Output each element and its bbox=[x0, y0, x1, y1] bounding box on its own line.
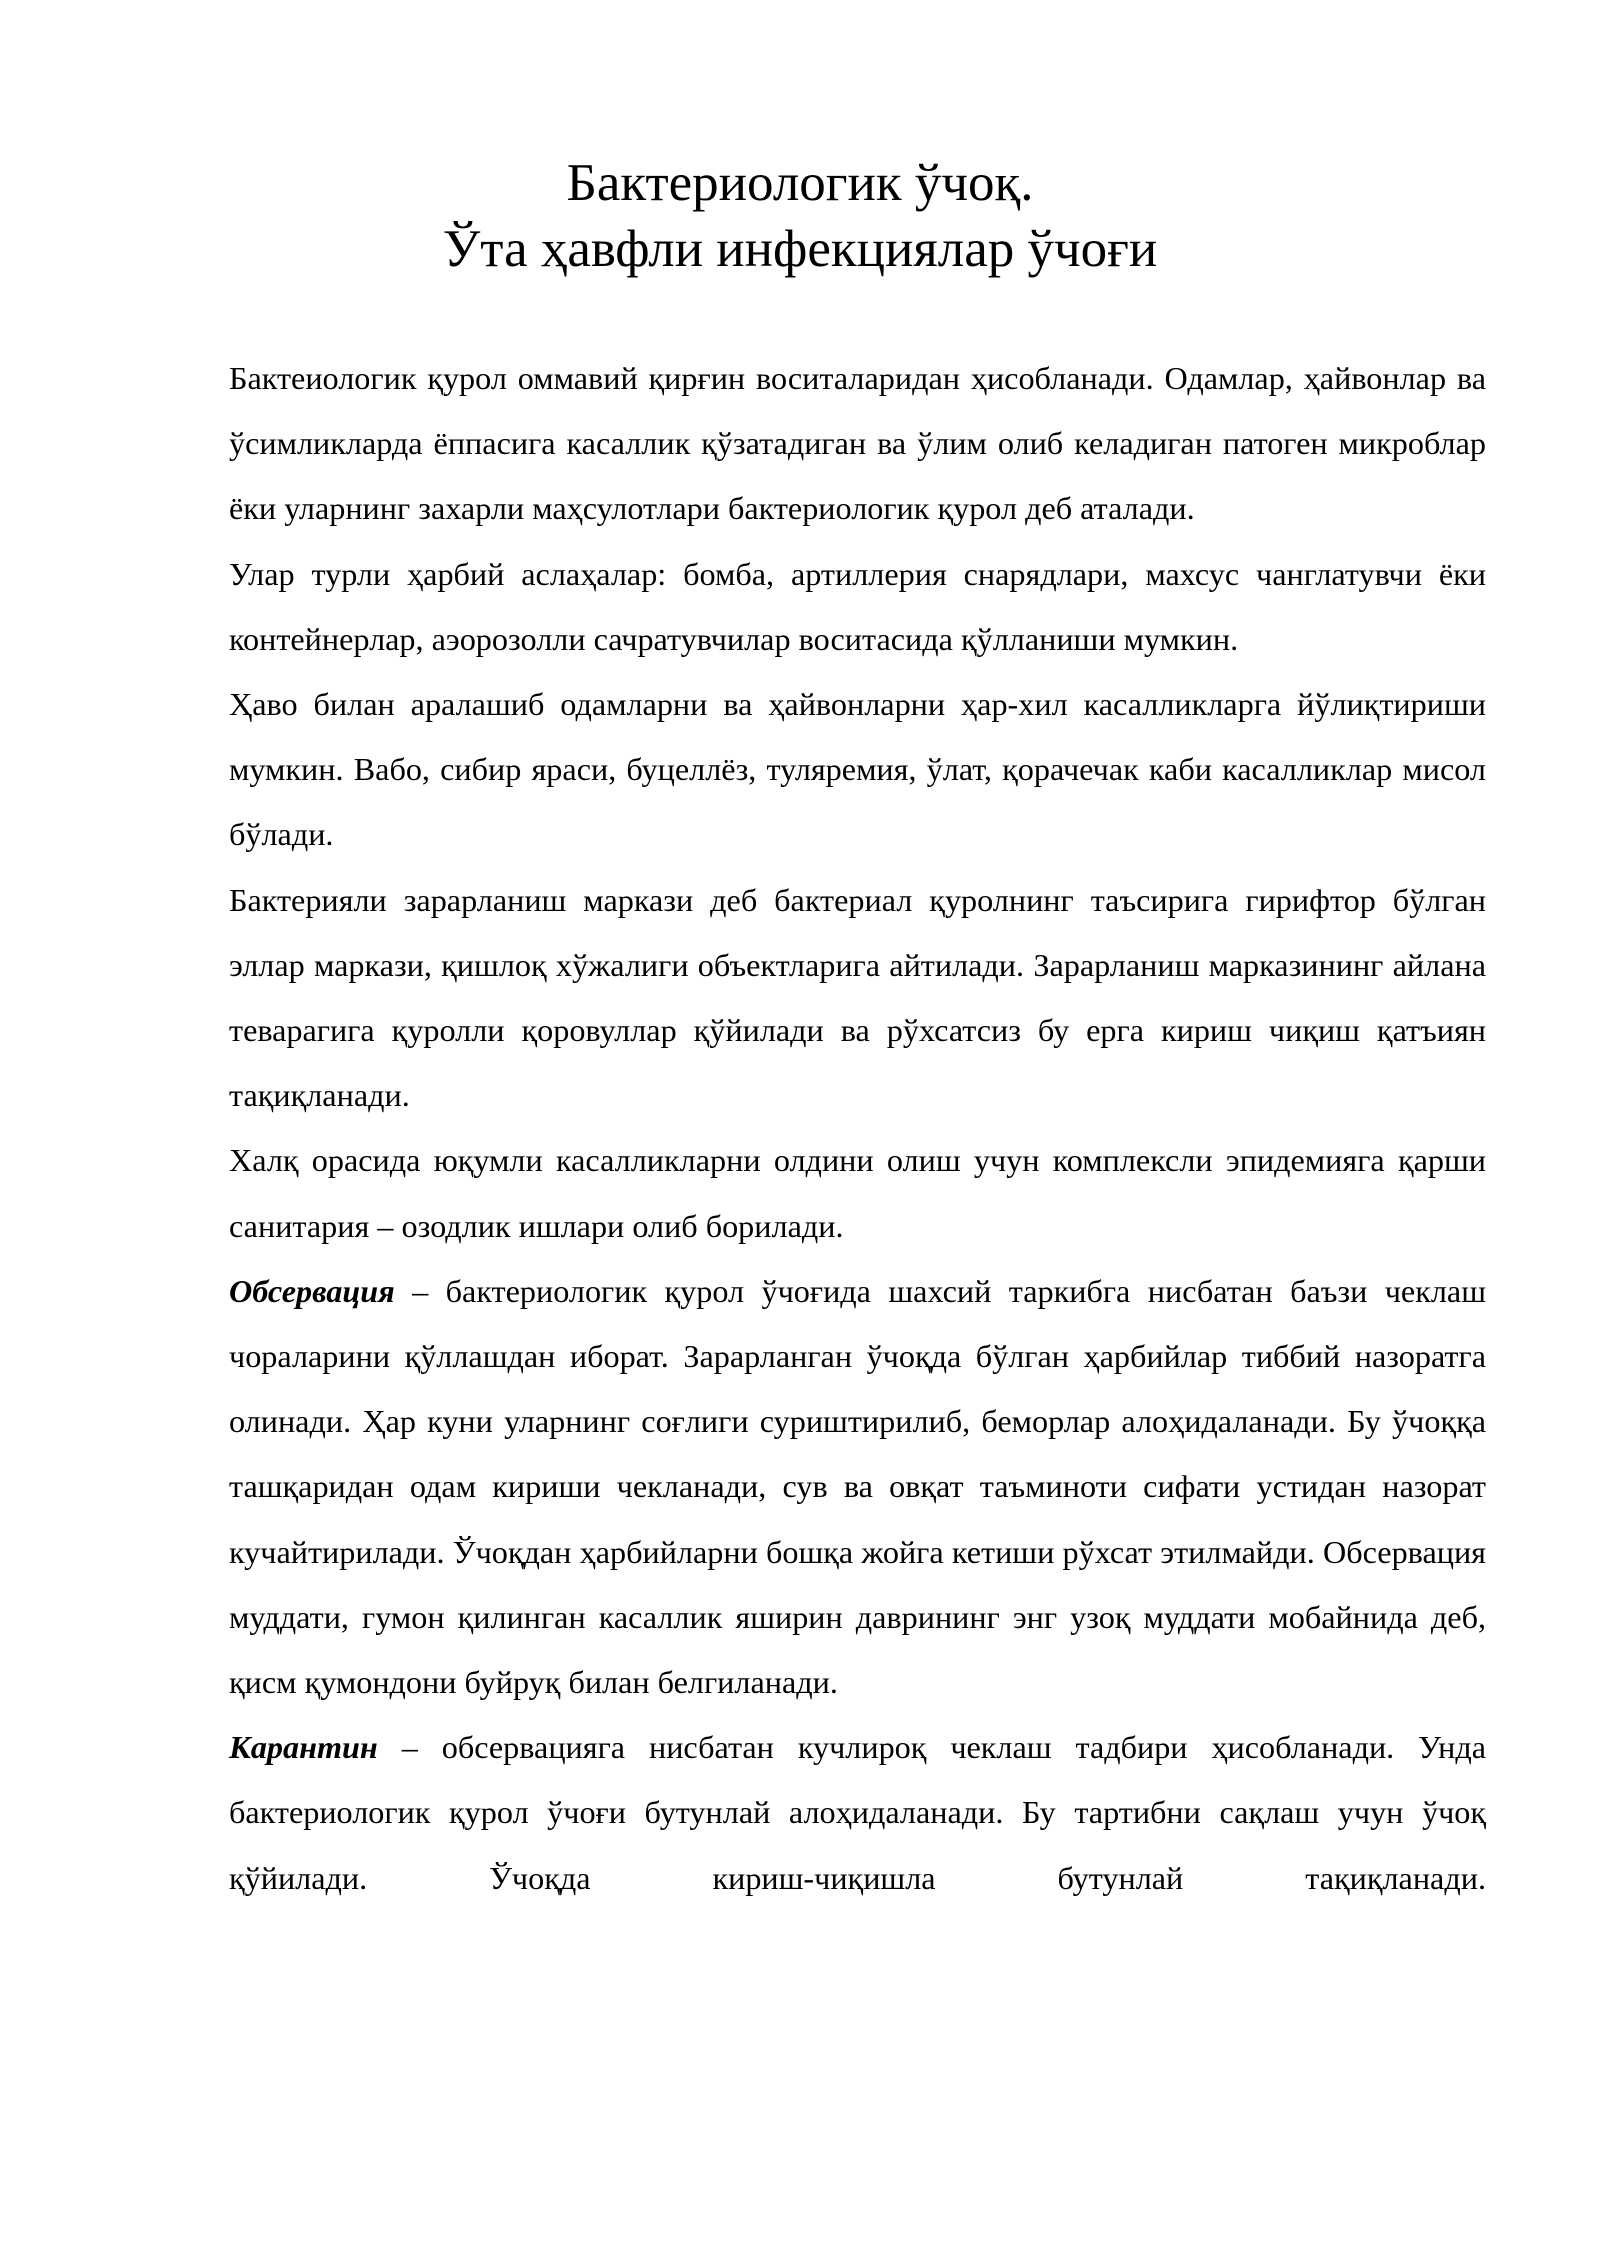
paragraph-bacteriological-weapon: Бактеиологик қурол оммавий қирғин воситаларидан ҳисобланади. Одамлар, ҳайвонлар ва ўсимликларда ёппасига касаллик қўзатадиган ва ўлим олиб келадиган патоген микроблар ёки уларнинг захарли маҳсулотлари бактериологик қурол деб аталади. bbox=[229, 360, 1486, 527]
term-observation: Обсервация bbox=[229, 1272, 395, 1309]
title-line-2: Ўта ҳавфли инфекциялар ўчоғи bbox=[442, 220, 1158, 278]
term-quarantine: Карантин bbox=[229, 1729, 378, 1766]
paragraph-diseases: Ҳаво билан аралашиб одамларни ва ҳайвонларни ҳар-хил касалликларга йўлиқтириши мумкин. Вабо, сибир яраси, буцеллёз, туляремия, ўлат, қорачечак каби касалликлар мисол бўлади. bbox=[229, 686, 1486, 853]
quarantine-text: – обсервацияга нисбатан кучлироқ чеклаш тадбири ҳисобланади. Унда бактериологик қурол ўчоғи бутунлай алоҳидаланади. Бу тартибни сақлаш учун ўчоқ қўйилади. Ўчоқда кириш-чиқишла бутунлай тақиқланади. bbox=[229, 1729, 1486, 1896]
paragraph-observation bbox=[229, 1259, 1486, 1715]
page-title bbox=[0, 150, 1600, 282]
paragraph-quarantine bbox=[229, 1715, 1486, 1911]
paragraph-contamination-center: Бактерияли зарарланиш маркази деб бактериал қуролнинг таъсирига гирифтор бўлган эллар маркази, қишлоқ хўжалиги объектларига айтилади. Зарарланиш марказининг айлана теварагига қуролли қоровуллар қўйилади ва рўхсатсиз бу ерга кириш чиқиш қатъиян тақиқланади. bbox=[229, 881, 1486, 1114]
document-body bbox=[229, 346, 1486, 1911]
observation-text: – бактериологик қурол ўчоғида шахсий таркибга нисбатан баъзи чеклаш чораларини қўллашдан иборат. Зарарланган ўчоқда бўлган ҳарбийлар тиббий назоратга олинади. Ҳар куни уларнинг соғлиги суриштирилиб, беморлар алоҳидаланади. Бу ўчоққа ташқаридан одам кириши чекланади, сув ва овқат таъминоти сифати устидан назорат кучайтирилади. Ўчоқдан ҳарбийларни бошқа жойга кетиши рўхсат этилмайди. Обсервация муддати, гумон қилинган касаллик яширин даврининг энг узоқ муддати мобайнида деб, қисм қумондони буйруқ билан белгиланади. bbox=[229, 1272, 1486, 1701]
paragraph-sanitary-measures: Халқ орасида юқумли касалликларни олдини олиш учун комплексли эпидемияга қарши санитария – озодлик ишлари олиб борилади. bbox=[229, 1142, 1486, 1244]
title-line-1: Бактериологик ўчоқ. bbox=[566, 154, 1034, 212]
paragraph-delivery-means: Улар турли ҳарбий аслаҳалар: бомба, артиллерия снарядлари, махсус чанглатувчи ёки контейнерлар, аэорозолли сачратувчилар воситасида қўлланиши мумкин. bbox=[229, 555, 1486, 657]
